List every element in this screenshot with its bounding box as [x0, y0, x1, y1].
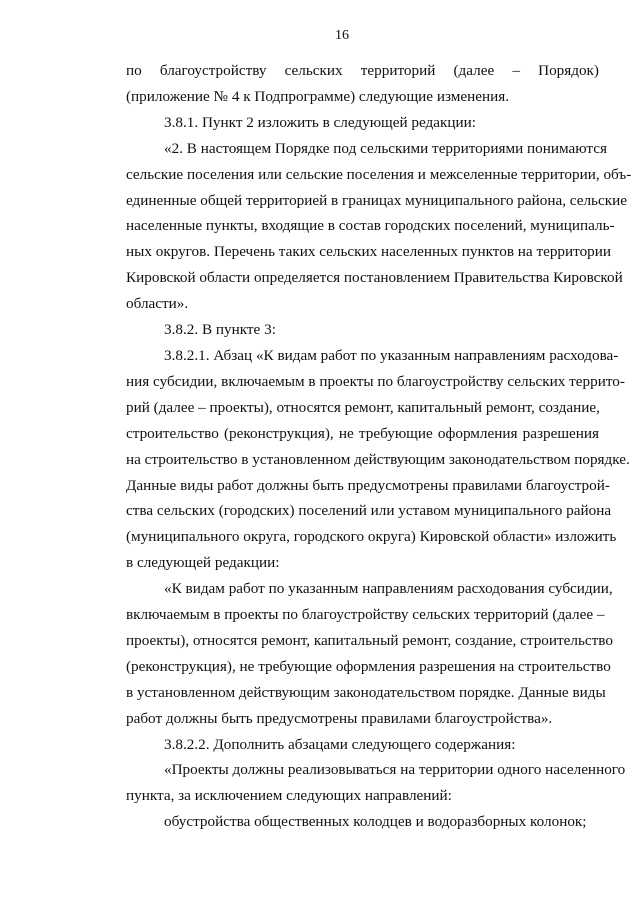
paragraph-p-quote-projects [88, 757, 626, 809]
text-line: (реконструкция), не требующие оформления разрешения на строительство [126, 657, 611, 675]
text-line: ства сельских (городских) поселений или уставом муниципального района [126, 502, 612, 520]
text-line: сельские поселения или сельские поселения и межселенные территории, объ- [126, 165, 632, 183]
text-line: 3.8.2.1. Абзац «К видам работ по указанным направлениям расходова- [164, 346, 619, 364]
paragraph-p-3-8-1 [88, 110, 599, 136]
text-line: на строительство в установленном действующим законодательством порядке. [126, 450, 630, 468]
text-line: по благоустройству сельских территорий (далее – Порядок) [126, 62, 599, 79]
paragraph-p-wells [88, 809, 599, 835]
text-line: включаемым в проекты по благоустройству сельских территорий (далее – [126, 606, 605, 624]
text-line: обустройства общественных колодцев и водоразборных колонок; [164, 813, 587, 831]
page-number: 16 [335, 28, 349, 43]
text-line: проекты), относятся ремонт, капитальный ремонт, создание, строительство [126, 631, 613, 649]
text-line: «Проекты должны реализовываться на территории одного населенного [164, 761, 626, 779]
paragraph-p-quote-2 [88, 136, 632, 317]
paragraph-intro [88, 58, 599, 110]
document-body [88, 58, 632, 835]
text-line: населенные пункты, входящие в состав городских поселений, муниципаль- [126, 217, 615, 235]
text-line: (муниципального округа, городского округа) Кировской области» изложить [126, 528, 617, 546]
text-line: ния субсидии, включаемым в проекты по благоустройству сельских террито- [126, 372, 625, 390]
text-line: 3.8.2. В пункте 3: [164, 321, 276, 339]
text-line: единенные общей территорией в границах муниципального района, сельские [126, 191, 627, 209]
text-line: Данные виды работ должны быть предусмотрены правилами благоустрой- [126, 476, 610, 494]
text-line: ных округов. Перечень таких сельских населенных пунктов на территории [126, 243, 612, 261]
paragraph-p-3-8-2-1 [88, 343, 630, 576]
paragraph-p-3-8-2-2 [88, 732, 599, 758]
text-line: работ должны быть предусмотрены правилами благоустройства». [126, 709, 553, 727]
paragraph-p-quote-works [88, 576, 613, 731]
text-line: области». [126, 295, 189, 313]
text-line: рий (далее – проекты), относятся ремонт, капитальный ремонт, создание, [126, 398, 600, 416]
text-line: пункта, за исключением следующих направлений: [126, 787, 452, 805]
text-line: «2. В настоящем Порядке под сельскими территориями понимаются [164, 139, 607, 157]
text-line: строительство (реконструкция), не требующие оформления разрешения [126, 424, 599, 442]
text-line: в установленном действующим законодательством порядке. Данные виды [126, 683, 606, 701]
text-line: 3.8.1. Пункт 2 изложить в следующей редакции: [164, 113, 477, 131]
paragraph-p-3-8-2 [88, 317, 599, 343]
text-line: (приложение № 4 к Подпрограмме) следующие изменения. [126, 87, 509, 105]
text-line: в следующей редакции: [126, 554, 280, 572]
text-line: 3.8.2.2. Дополнить абзацами следующего содержания: [164, 735, 516, 753]
text-line: «К видам работ по указанным направлениям расходования субсидии, [164, 580, 613, 598]
text-line: Кировской области определяется постановлением Правительства Кировской [126, 269, 623, 287]
